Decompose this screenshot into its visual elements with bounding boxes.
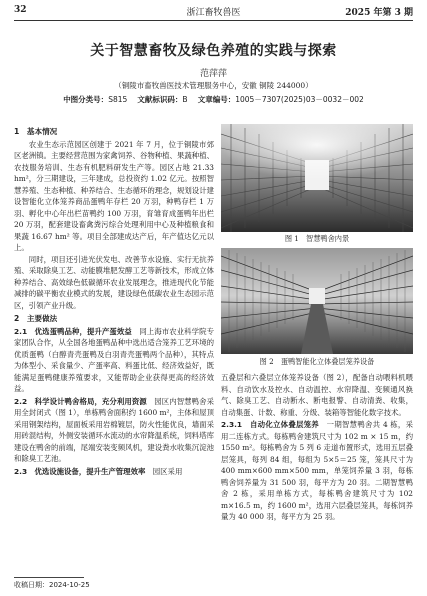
article-id-label: 文章编号：	[197, 95, 236, 104]
left-column	[14, 124, 214, 477]
article-id-value: 1005－7307(2025)03－0032－002	[235, 95, 364, 104]
section-2-heading: 2 主要做法	[14, 314, 58, 323]
figure-2-caption: 图 2 蛋鸭智能化立体叠层笼养设备	[259, 357, 375, 366]
clc-value: S815	[108, 95, 128, 104]
header-rule	[14, 20, 413, 21]
issue-label: 2025 年第 3 期	[345, 8, 413, 18]
right-paragraph-1: 五叠层和六叠层立体笼养设备（图 2），配备自动喂料机喂料、自动饮水及控水、自动温控、水帘降温、变频通风换气、除臭工艺、自动断水、断电报警、自动清粪、收集，自动集蛋、计数、称重、分级、装箱等智能化数字技术。	[221, 373, 413, 417]
section-2-3	[14, 466, 214, 478]
section-2-1	[14, 326, 214, 395]
article-meta	[0, 94, 427, 105]
section-2-1-heading: 2.1 优选蛋鸭品种，提升产蛋效益	[14, 326, 132, 336]
received-date: 收稿日期：2024-10-25	[14, 581, 90, 589]
figure-1-caption: 图 1 智慧鸭舍内景	[284, 234, 350, 243]
section-1-heading: 1 基本情况	[14, 127, 58, 136]
article-author: 范萍萍	[199, 69, 227, 79]
section-2-1-text: 同上海市农业科学院专家团队合作，从全国各地蛋鸭品种中选出适合笼养工艺环境的优质蛋鸭（白醇青壳蛋鸭及白羽青壳蛋鸭两个品种），其特点为体型小、采食量少、产蛋率高、料蛋比低、经济效益好，既能满足蛋鸭健康养殖要求，又能帮助企业获得更高的经济效益。	[14, 326, 214, 393]
footnote-rule	[14, 577, 84, 578]
stacked-cage-equipment-image	[221, 248, 413, 354]
right-column	[221, 372, 413, 523]
article-title: 关于智慧畜牧及绿色养殖的实践与探索	[90, 43, 337, 59]
section-2-3-text: 园区采用	[152, 466, 183, 476]
section-2-3-1-text: 一期智慧鸭舍共 4 栋，采用二连栋方式。每栋鸭舍建筑尺寸为 102 m × 15 m，约 1550 m²。每栋鸭舍为 5 列 6 走道布置形式，选用五层叠层笼具，每列 84 组，每组为 5×5＝25 笼，笼具尺寸为 400 mm×600 mm×500 mm，单笼饲养量 3 羽，每栋鸭舍饲养量为 31 500 羽，每平方为 20 羽。二期智慧鸭舍 2 栋，采用单栋方式，每栋鸭舍建筑尺寸为 102 m×16.5 m，约 1600 m²，选用六层叠层笼具，每栋饲养量为 40 000 羽，每平方为 25 羽。	[221, 420, 413, 521]
section-2-3-1	[221, 419, 413, 523]
section-2-2	[14, 396, 214, 465]
duck-house-interior-image	[221, 124, 413, 232]
section-1-paragraph-2: 同时，项目还引进光伏发电、改善节水设施、实行无抗养殖、采取除臭工艺、动能膜堆肥发酵工艺等新技术，形成立体种养结合、高效绿色低碳循环农业发展理念，推进现代化节能减排的碳平衡农业模式的发展，建设绿色低碳农业生态园示范区，引领产业升级。	[14, 254, 214, 310]
doc-code-value: B	[182, 95, 188, 104]
figure-2-photo	[221, 248, 413, 354]
clc-label: 中图分类号：	[63, 95, 109, 104]
section-2-2-text: 园区内智慧鸭舍采用全封闭式（图 1），单栋鸭舍面积约 1600 m²，主体和屋顶采用钢架结构，屋面板采用岩棉镀层，防火性能优良，墙面采用砖混结构，外侧安装循环水流动的水帘降温系统，饲料塔库建设在鸭舍的前端，尾端安装变频风机，建设粪水收集沉淀池和除臭工艺池。	[14, 396, 214, 463]
doc-code-label: 文献标识码：	[137, 95, 183, 104]
journal-name: 浙江畜牧兽医	[186, 8, 241, 18]
page-number: 32	[14, 5, 27, 15]
section-2-3-heading: 2.3 优选设施设备，提升生产管理效率	[14, 466, 146, 476]
section-1-paragraph-1: 农业生态示范园区创建于 2021 年 7 月，位于铜陵市郊区老洲镇。主要经营范围为家禽饲养、谷物种植、果蔬种植、农技服务培训、生态有机肥料研发生产等。园区占地 21.33 hm²，分三期建设，三年建成，总投资约 1.02 亿元。按照智慧养殖、生态种植、种养结合、生态循环的理念，规划设计建设智能化立体笼养商品蛋鸭年存栏 20 万羽，种鸭存栏 1 万羽、孵化中心年出栏苗鸭约 100 万羽，育雏育成蛋鸭年出栏 20 万羽，配套建设畜禽粪污综合处理利用中心及种植粮食和果蔬 16.67 hm² 等。项目全部建成达产后，年产值达亿元以上。	[14, 139, 214, 252]
author-affiliation: （铜陵市畜牧兽医技术管理服务中心，安徽 铜陵 244000）	[114, 81, 313, 90]
running-header	[14, 5, 413, 19]
figure-1-photo	[221, 124, 413, 232]
section-2-2-heading: 2.2 科学设计鸭舍格局，充分利用资源	[14, 396, 147, 406]
section-2-3-1-heading: 2.3.1 自动化立体叠层笼养	[221, 420, 319, 429]
